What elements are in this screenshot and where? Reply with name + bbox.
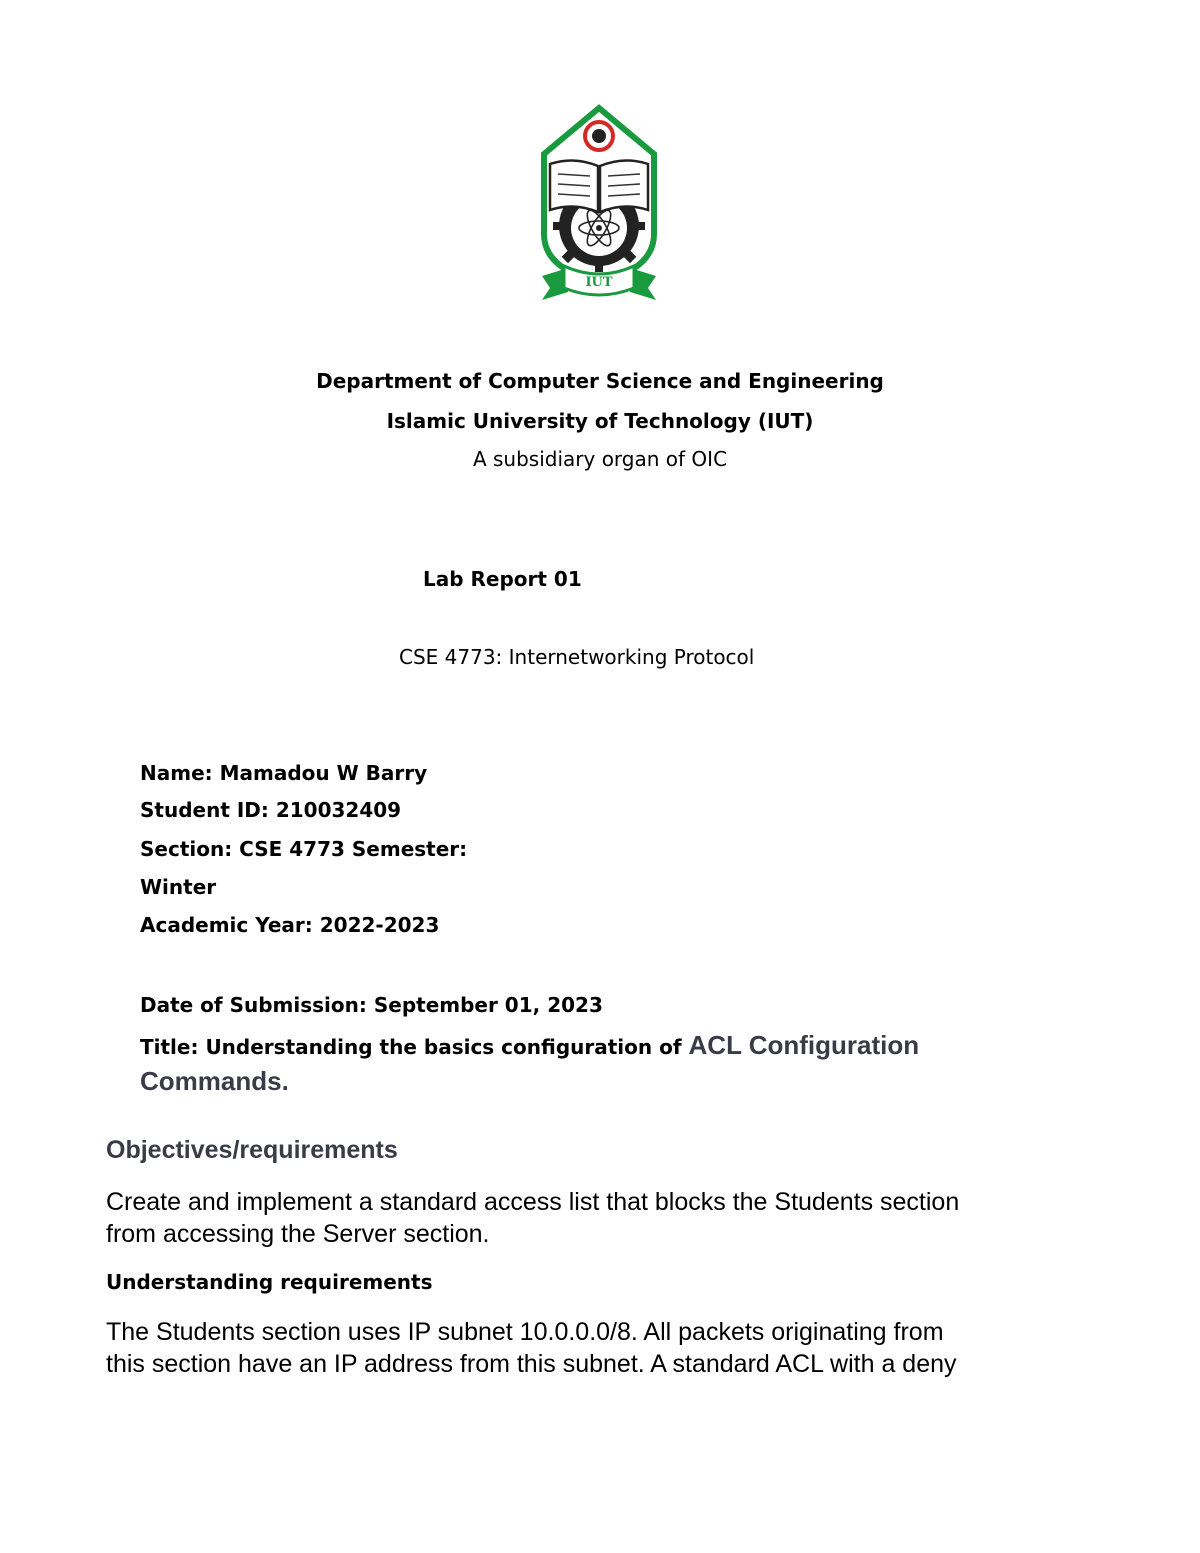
- objectives-line-2: from accessing the Server section.: [106, 1220, 490, 1248]
- report-title: Lab Report 01: [423, 567, 582, 591]
- iut-logo: [528, 104, 670, 304]
- university-name: Islamic University of Technology (IUT): [386, 409, 814, 433]
- objectives-line-1: Create and implement a standard access list that blocks the Students section: [106, 1188, 960, 1216]
- understanding-line-2: this section have an IP address from this subnet. A standard ACL with a deny: [106, 1350, 957, 1378]
- subsidiary-line: A subsidiary organ of OIC: [472, 447, 728, 471]
- report-topic-title: [140, 1032, 919, 1060]
- understanding-paragraph: [106, 1316, 1086, 1380]
- submission-date: Date of Submission: September 01, 2023: [140, 993, 603, 1017]
- semester-value: Winter: [140, 875, 217, 899]
- logo-banner-text: IUT: [585, 275, 613, 290]
- section-semester: Section: CSE 4773 Semester:: [140, 837, 468, 861]
- title-emphasis-2: Commands.: [140, 1066, 289, 1096]
- objectives-paragraph: [106, 1186, 1086, 1250]
- student-id: Student ID: 210032409: [140, 798, 402, 822]
- department-name: Department of Computer Science and Engineering: [316, 369, 884, 393]
- academic-year: Academic Year: 2022-2023: [140, 913, 440, 937]
- course-title: CSE 4773: Internetworking Protocol: [399, 645, 755, 669]
- understanding-line-1: The Students section uses IP subnet 10.0.0.0/8. All packets originating from: [106, 1318, 944, 1346]
- objectives-heading: Objectives/requirements: [106, 1136, 398, 1164]
- student-name: Name: Mamadou W Barry: [140, 761, 428, 785]
- title-prefix: Title: Understanding the basics configuration of: [140, 1035, 689, 1059]
- iut-emblem-icon: [528, 104, 670, 304]
- title-emphasis-1: ACL Configuration: [688, 1030, 920, 1060]
- understanding-heading: Understanding requirements: [106, 1270, 433, 1294]
